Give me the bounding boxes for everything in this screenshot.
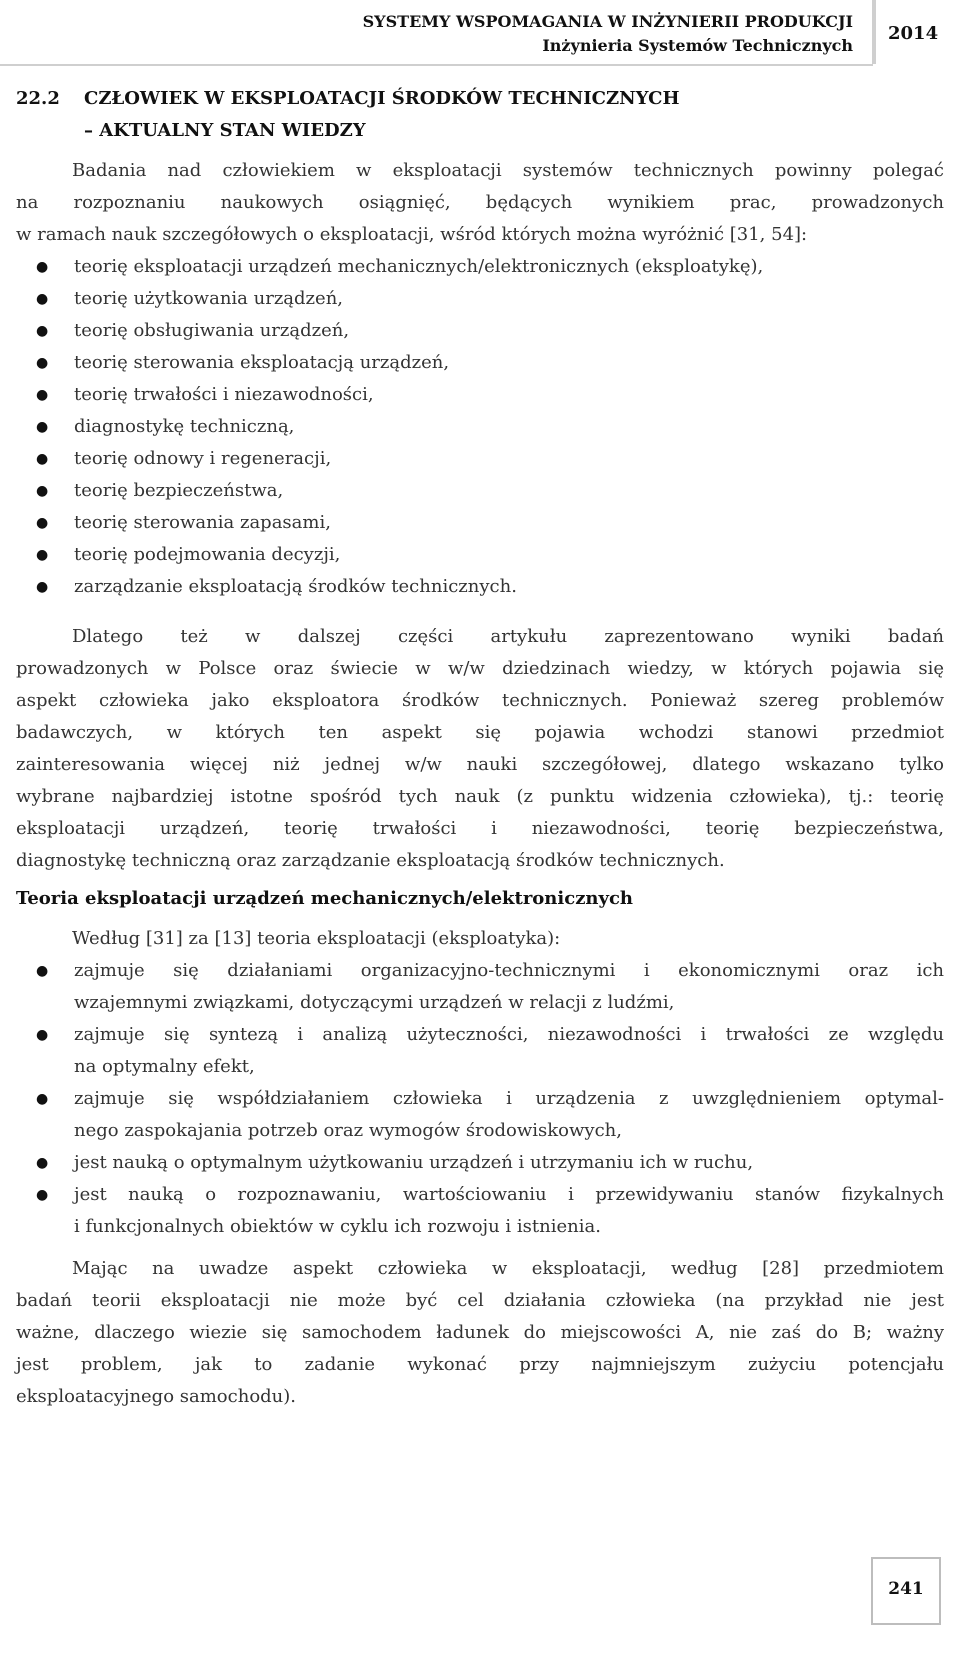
bullet-icon: ● [36, 483, 49, 499]
intro-line: w ramach nauk szczegółowych o eksploatacji, wśród których można wyróżnić [31, 54]: [16, 224, 808, 245]
section-subtitle: – AKTUALNY STAN WIEDZY [84, 120, 366, 141]
intro-line: na rozpoznaniu naukowych osiągnięć, będących wynikiem prac, prowadzonych [16, 192, 944, 213]
header-year: 2014 [888, 23, 939, 44]
page-number-box [871, 1557, 941, 1625]
journal-subtitle: Inżynieria Systemów Technicznych [542, 36, 853, 55]
subheading: Teoria eksploatacji urządzeń mechanicznych/elektronicznych [16, 888, 634, 909]
paragraph-line: Dlatego też w dalszej części artykułu zaprezentowano wyniki badań [72, 626, 944, 647]
paragraph-line: diagnostykę techniczną oraz zarządzanie eksploatacją środków technicznych. [16, 850, 725, 871]
paragraph-line: aspekt człowieka jako eksploatora środków technicznych. Ponieważ szereg problemów [16, 690, 944, 711]
section-title: CZŁOWIEK W EKSPLOATACJI ŚRODKÓW TECHNICZNYCH [84, 88, 680, 109]
section-number: 22.2 [16, 88, 60, 109]
lead-text: Według [31] za [13] teoria eksploatacji (eksploatyka): [72, 928, 561, 949]
paragraph-line: zainteresowania więcej niż jednej w/w nauki szczegółowej, dlatego wskazano tylko [16, 754, 944, 775]
bullet-icon: ● [36, 451, 49, 467]
page-header [0, 0, 960, 70]
header-rule [0, 64, 873, 66]
paragraph-line: Mając na uwadze aspekt człowieka w eksploatacji, według [28] przedmiotem [72, 1258, 944, 1279]
paragraph-line: eksploatacji urządzeń, teorię trwałości i niezawodności, teorię bezpieczeństwa, [16, 818, 944, 839]
bullet-icon: ● [36, 1155, 49, 1171]
page-number: 241 [888, 1579, 924, 1599]
bullet-icon: ● [36, 1187, 49, 1203]
bullet-icon: ● [36, 515, 49, 531]
paragraph-line: eksploatacyjnego samochodu). [16, 1386, 297, 1407]
intro-line: Badania nad człowiekiem w eksploatacji systemów technicznych powinny polegać [72, 160, 944, 181]
paragraph-line: badań teorii eksploatacji nie może być cel działania człowieka (na przykład nie jest [16, 1290, 944, 1311]
bullet-icon: ● [36, 1091, 49, 1107]
bullet-icon: ● [36, 355, 49, 371]
journal-title: SYSTEMY WSPOMAGANIA W INŻYNIERII PRODUKCJI [362, 12, 853, 31]
paragraph-line: wybrane najbardziej istotne spośród tych nauk (z punktu widzenia człowieka), tj.: teorię [16, 786, 944, 807]
paragraph-line: jest problem, jak to zadanie wykonać przy najmniejszym zużyciu potencjału [16, 1354, 944, 1375]
bullet-icon: ● [36, 579, 49, 595]
bullet-icon: ● [36, 259, 49, 275]
header-separator [872, 0, 876, 64]
bullet-icon: ● [36, 291, 49, 307]
paragraph-line: badawczych, w których ten aspekt się pojawia wchodzi stanowi przedmiot [16, 722, 944, 743]
section-title-line-1 [16, 88, 680, 109]
bullet-icon: ● [36, 323, 49, 339]
paragraph-line: ważne, dlaczego wiezie się samochodem ładunek do miejscowości A, nie zaś do B; ważny [16, 1322, 944, 1343]
bullet-icon: ● [36, 1027, 49, 1043]
bullet-icon: ● [36, 419, 49, 435]
bullet-icon: ● [36, 963, 49, 979]
bullet-icon: ● [36, 547, 49, 563]
header-titles [363, 10, 853, 58]
bullet-icon: ● [36, 387, 49, 403]
paragraph-line: prowadzonych w Polsce oraz świecie w w/w dziedzinach wiedzy, w których pojawia się [16, 658, 944, 679]
